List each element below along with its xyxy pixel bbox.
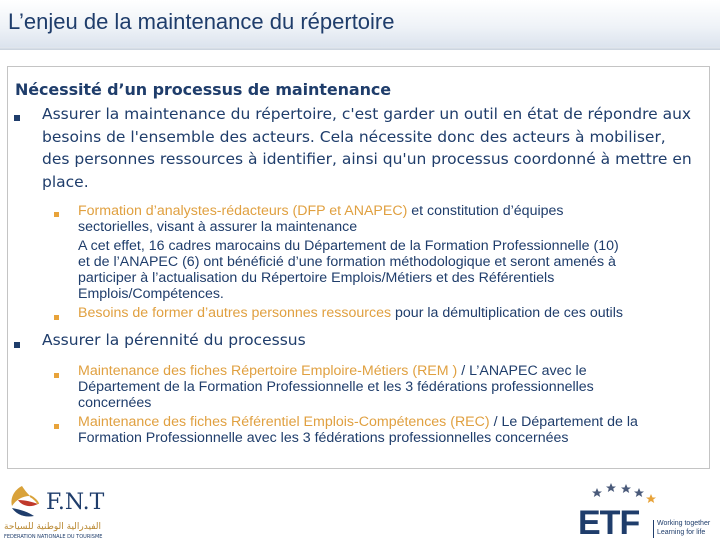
sub1-line5: participer à l’actualisation du Répertoire Emplois/Métiers et des Référentiels — [78, 270, 555, 286]
slide-title-bar — [0, 0, 720, 50]
item1-line1: Assurer la maintenance du répertoire, c'est garder un outil en état de répondre aux — [42, 105, 692, 123]
bullet-icon — [14, 338, 24, 348]
sub1-highlight: Formation d’analystes-rédacteurs (DFP et ANAPEC) — [78, 203, 408, 219]
sub1-line1 — [78, 204, 564, 220]
sub2-highlight: Besoins de former d’autres personnes ressources — [78, 305, 392, 321]
sub-bullet-icon — [54, 310, 64, 320]
sub3-rest: / L’ANAPEC avec le — [457, 363, 587, 379]
sub4-line2: Formation Professionnelle avec les 3 fédérations professionnelles concernées — [78, 430, 569, 446]
sub-bullet-icon — [54, 368, 64, 378]
etf-logo — [575, 476, 720, 540]
item1-line2: besoins de l'ensemble des acteurs. Cela nécessite donc des acteurs à mobiliser, — [42, 128, 666, 146]
etf-tagline-2: Learning for life — [657, 529, 706, 536]
sub3-line3: concernées — [78, 395, 152, 411]
section-heading: Nécessité d’un processus de maintenance — [15, 80, 391, 99]
fnt-name: F.N.T — [46, 490, 105, 515]
sub1-line6: Emplois/Compétences. — [78, 286, 224, 302]
sub3-line2: Département de la Formation Professionnelle et les 3 fédérations professionnelles — [78, 379, 594, 395]
sub2-line — [78, 306, 623, 322]
sub1-rest: et constitution d’équipes — [407, 203, 564, 219]
item2-line: Assurer la pérennité du processus — [42, 331, 306, 349]
sub4-highlight: Maintenance des fiches Référentiel Emplois-Compétences (REC) — [78, 414, 490, 430]
sub-bullet-icon — [54, 207, 64, 217]
sub4-line1 — [78, 415, 638, 431]
sub4-rest: / Le Département de la — [489, 414, 638, 430]
sub3-highlight: Maintenance des fiches Répertoire Emploire-Métiers (REM ) — [78, 363, 458, 379]
fnt-logo — [0, 474, 130, 540]
etf-divider — [653, 520, 654, 538]
fnt-subtitle: FEDERATION NATIONALE DU TOURISME — [4, 534, 103, 540]
sub1-line4: et de l’ANAPEC (6) ont bénéficié d’une formation méthodologique et seront amenés à — [78, 254, 616, 270]
bullet-icon — [14, 111, 24, 121]
sub1-line3: A cet effet, 16 cadres marocains du Département de la Formation Professionnelle (10) — [78, 238, 619, 254]
sub2-rest: pour la démultiplication de ces outils — [391, 305, 623, 321]
fnt-arabic: الفيدرالية الوطنية للسياحة — [4, 522, 101, 532]
slide-title: L’enjeu de la maintenance du répertoire — [8, 9, 395, 34]
item1-line4: place. — [42, 173, 89, 191]
etf-tagline-1: Working together — [657, 520, 711, 527]
sub1-line2: sectorielles, visant à assurer la maintenance — [78, 219, 358, 235]
sub3-line1 — [78, 364, 587, 380]
etf-name: ETF — [578, 504, 640, 542]
sub-bullet-icon — [54, 419, 64, 429]
item1-line3: des personnes ressources à identifier, ainsi qu'un processus coordonné à mettre en — [42, 150, 692, 168]
